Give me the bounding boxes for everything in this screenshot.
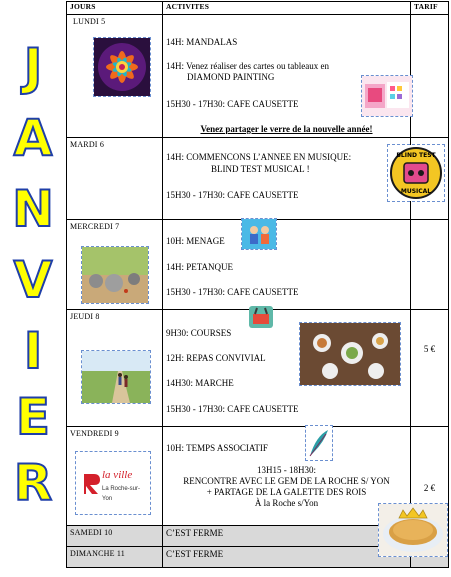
walking-image bbox=[81, 350, 151, 404]
mandala-image bbox=[93, 37, 151, 97]
activities-cell bbox=[163, 220, 411, 310]
activity-line: C’EST FERME bbox=[166, 528, 224, 538]
activity-line: 14H: PETANQUE bbox=[166, 262, 234, 272]
day-label: DIMANCHE 11 bbox=[70, 549, 126, 558]
meal-image bbox=[299, 322, 401, 386]
petanque-image bbox=[81, 246, 149, 304]
diamond-painting-image bbox=[361, 75, 413, 117]
activity-line: DIAMOND PAINTING bbox=[187, 72, 275, 82]
header-tarif: TARIF bbox=[411, 2, 449, 15]
day-cell bbox=[67, 138, 163, 220]
cleaning-image bbox=[241, 218, 277, 250]
month-letter: I bbox=[23, 322, 43, 380]
month-letter: E bbox=[15, 388, 51, 446]
logo-subtext: La Roche-sur-Yon bbox=[102, 486, 141, 502]
activity-line: RENCONTRE AVEC LE GEM DE LA ROCHE S/ YON bbox=[183, 476, 390, 486]
day-cell bbox=[67, 220, 163, 310]
blind-test-image bbox=[387, 144, 445, 202]
activity-line: 15H30 - 17H30: CAFE CAUSETTE bbox=[166, 404, 299, 414]
month-letter: A bbox=[13, 109, 53, 167]
month-letter: V bbox=[13, 251, 53, 309]
day-label: MARDI 6 bbox=[70, 140, 105, 149]
tarif-cell bbox=[411, 15, 449, 138]
day-cell bbox=[67, 15, 163, 138]
tarif-cell bbox=[411, 220, 449, 310]
day-row-tuesday bbox=[67, 138, 449, 220]
activity-line: 15H30 - 17H30: CAFE CAUSETTE bbox=[166, 287, 299, 297]
activity-line: 12H: REPAS CONVIVIAL bbox=[166, 353, 266, 363]
activity-line: 9H30: COURSES bbox=[166, 328, 232, 338]
day-label: VENDREDI 9 bbox=[70, 429, 119, 438]
activity-line: 14H: Venez réaliser des cartes ou tableaux en bbox=[166, 61, 330, 71]
activity-line: 10H: TEMPS ASSOCIATIF bbox=[166, 443, 268, 453]
day-label: MERCREDI 7 bbox=[70, 222, 120, 231]
day-cell bbox=[67, 427, 163, 526]
day-row-wednesday bbox=[67, 220, 449, 310]
header-row bbox=[67, 2, 449, 15]
badge-text: BLIND TEST bbox=[396, 152, 436, 159]
day-cell bbox=[67, 547, 163, 568]
logo-text: la ville bbox=[102, 469, 133, 481]
activity-line: BLIND TEST MUSICAL ! bbox=[211, 164, 310, 174]
activity-line: 15H30 - 17H30: CAFE CAUSETTE bbox=[166, 99, 299, 109]
day-label: JEUDI 8 bbox=[70, 312, 100, 321]
price-label: 2 € bbox=[423, 483, 436, 493]
activity-line: + PARTAGE DE LA GALETTE DES ROIS bbox=[206, 487, 367, 497]
activities-cell bbox=[163, 547, 411, 568]
day-cell bbox=[67, 526, 163, 547]
header-activities: ACTIVITES bbox=[163, 2, 411, 15]
activity-line: 14H30: MARCHE bbox=[166, 378, 234, 388]
day-row-monday bbox=[67, 15, 449, 138]
activity-line: 13H15 - 18H30: bbox=[257, 465, 316, 475]
month-title bbox=[0, 0, 64, 577]
month-letter: N bbox=[12, 180, 54, 238]
activity-line: C’EST FERME bbox=[166, 549, 224, 559]
day-label: LUNDI 5 bbox=[73, 17, 106, 26]
month-letter: R bbox=[13, 454, 53, 512]
tarif-cell bbox=[396, 138, 449, 220]
activity-line: 14H: COMMENCONS L’ANNEE EN MUSIQUE: bbox=[166, 152, 352, 162]
shopping-icon bbox=[247, 302, 275, 330]
tarif-cell bbox=[411, 310, 449, 427]
galette-image bbox=[378, 503, 448, 557]
activities-cell bbox=[163, 427, 411, 526]
day-cell bbox=[67, 310, 163, 427]
feather-image bbox=[305, 425, 333, 461]
schedule-table bbox=[66, 1, 449, 568]
activities-cell bbox=[163, 310, 411, 427]
activity-highlight: Venez partager le verre de la nouvelle année! bbox=[200, 124, 373, 134]
header-days: JOURS bbox=[67, 2, 163, 15]
la-roche-logo bbox=[75, 451, 151, 515]
day-row-thursday bbox=[67, 310, 449, 427]
badge-text: MUSICAL bbox=[400, 188, 432, 195]
activity-line: 10H: MENAGE bbox=[166, 236, 225, 246]
price-label: 5 € bbox=[423, 344, 436, 354]
activities-cell bbox=[163, 138, 411, 220]
activities-cell bbox=[163, 15, 411, 138]
day-label: SAMEDI 10 bbox=[70, 528, 113, 537]
month-letter: J bbox=[23, 38, 43, 96]
activity-line: 15H30 - 17H30: CAFE CAUSETTE bbox=[166, 190, 299, 200]
activity-line: 14H: MANDALAS bbox=[166, 37, 238, 47]
activity-line: À la Roche s/Yon bbox=[254, 498, 319, 508]
activities-cell bbox=[163, 526, 411, 547]
